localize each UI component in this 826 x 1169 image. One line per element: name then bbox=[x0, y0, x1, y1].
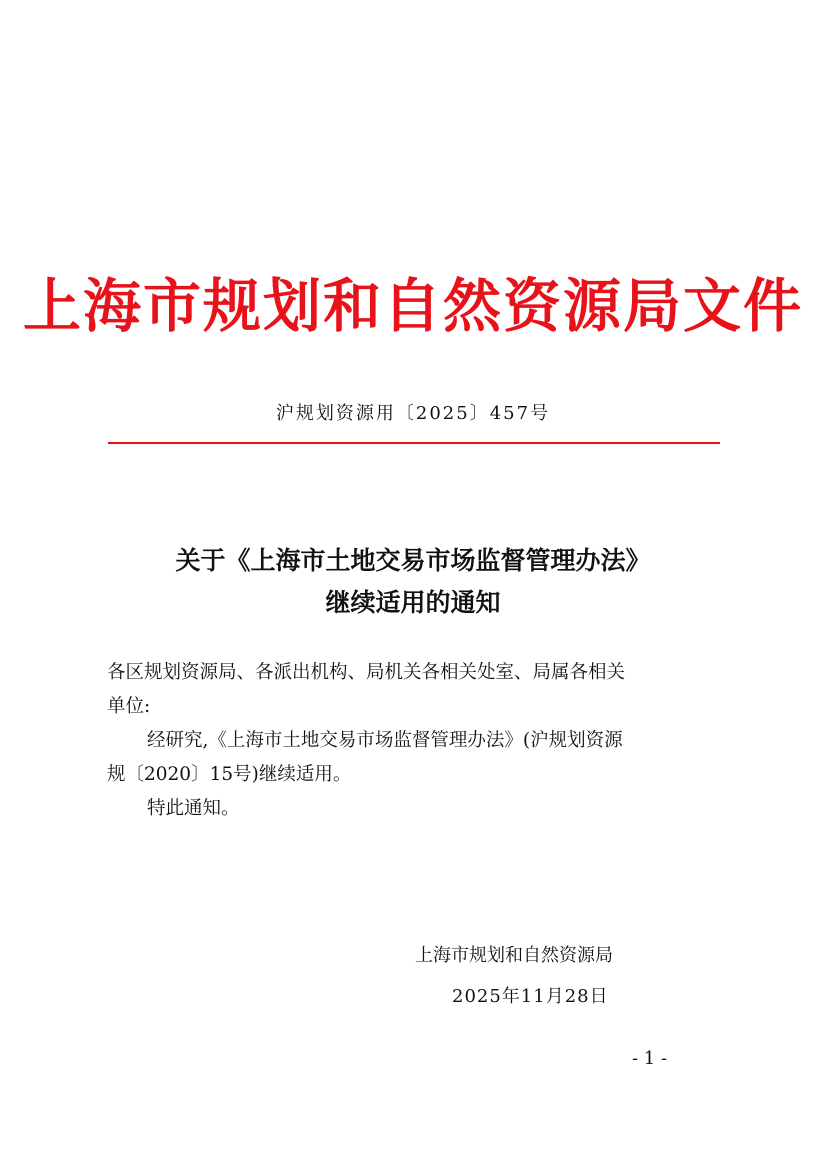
notice-body bbox=[107, 656, 719, 826]
notice-title-line-2: 继续适用的通知 bbox=[325, 588, 501, 617]
notice-title-line-1: 关于《上海市土地交易市场监督管理办法》 bbox=[175, 546, 651, 575]
page-number: - 1 - bbox=[632, 1048, 668, 1069]
recipients-line-1: 各区规划资源局、各派出机构、局机关各相关处室、局属各相关 bbox=[107, 662, 626, 683]
recipients-line-2: 单位: bbox=[107, 696, 151, 717]
signature-organization: 上海市规划和自然资源局 bbox=[415, 945, 613, 966]
document-number: 沪规划资源用〔2025〕457号 bbox=[275, 403, 551, 424]
paragraph-1-line-2: 规〔2020〕15号)继续适用。 bbox=[107, 764, 352, 785]
closing-line: 特此通知。 bbox=[147, 798, 240, 819]
notice-title bbox=[0, 540, 826, 624]
paragraph-1-line-1: 经研究,《上海市土地交易市场监督管理办法》(沪规划资源 bbox=[147, 730, 623, 751]
document-header-title: 上海市规划和自然资源局文件 bbox=[22, 272, 803, 340]
signature-date: 2025年11月28日 bbox=[452, 986, 609, 1007]
red-divider-line bbox=[108, 442, 720, 444]
